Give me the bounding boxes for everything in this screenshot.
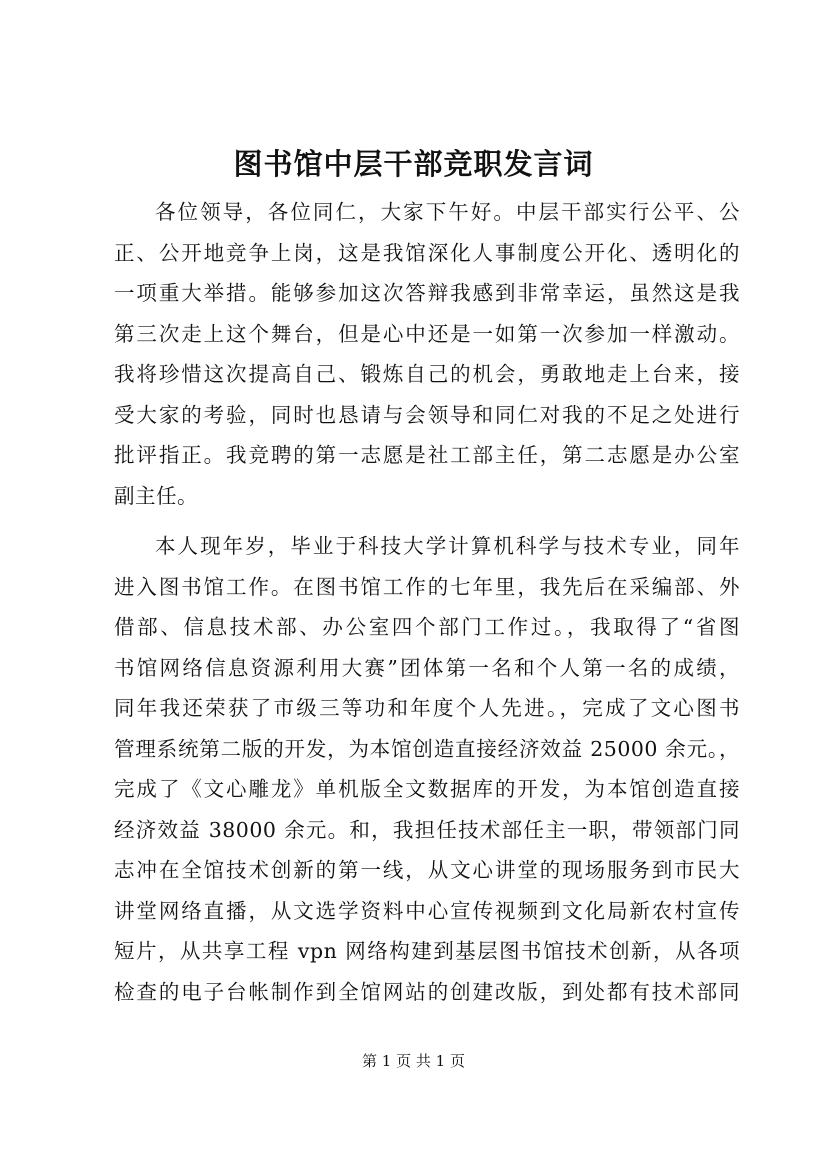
text-line: 经济效益 38000 余元。和，我担任技术部任主一职，带领部门同 (114, 817, 740, 842)
text-line: 第三次走上这个舞台，但是心中还是一如第一次参加一样激动。 (114, 321, 740, 346)
text-line: 完成了《文心雕龙》单机版全文数据库的开发，为本馆创造直接 (114, 777, 740, 801)
text-line: 同年我还荣获了市级三等功和年度个人先进。，完成了文心图书 (114, 696, 740, 720)
text-line: 我将珍惜这次提高自己、锻炼自己的机会，勇敢地走上台来，接 (114, 362, 740, 386)
text-line: 本人现年岁，毕业于科技大学计算机科学与技术专业，同年 (155, 534, 740, 558)
text-line: 副主任。 (114, 483, 198, 508)
text-line: 检查的电子台帐制作到全馆网站的创建改版，到处都有技术部同 (114, 979, 740, 1004)
text-line: 受大家的考验，同时也恳请与会领导和同仁对我的不足之处进行 (114, 402, 740, 427)
text-line: 管理系统第二版的开发，为本馆创造直接经济效益 25000 余元。， (114, 736, 740, 761)
document-title: 图书馆中层干部竞职发言词 (233, 147, 594, 181)
text-line: 书馆网络信息资源利用大赛”团体第一名和个人第一名的成绩， (114, 655, 740, 680)
paragraph-2 (114, 526, 740, 1012)
page-footer: 第 1 页 共 1 页 (362, 1052, 465, 1070)
text-line: 正、公开地竞争上岗，这是我馆深化人事制度公开化、透明化的 (114, 240, 740, 265)
text-line: 志冲在全馆技术创新的第一线，从文心讲堂的现场服务到市民大 (114, 858, 740, 882)
paragraph-gap (114, 516, 740, 526)
document-body (114, 192, 740, 1012)
text-line: 一项重大举措。能够参加这次答辩我感到非常幸运，虽然这是我 (114, 281, 740, 305)
text-line: 短片，从共享工程 vpn 网络构建到基层图书馆技术创新，从各项 (114, 939, 740, 963)
text-line: 批评指正。我竞聘的第一志愿是社工部主任，第二志愿是办公室 (114, 443, 740, 467)
paragraph-1 (114, 192, 740, 516)
text-line: 进入图书馆工作。在图书馆工作的七年里，我先后在采编部、外 (114, 574, 740, 599)
text-line: 各位领导，各位同仁，大家下午好。中层干部实行公平、公 (155, 200, 740, 224)
text-line: 讲堂网络直播，从文选学资料中心宣传视频到文化局新农村宣传 (114, 898, 740, 923)
text-line: 借部、信息技术部、办公室四个部门工作过。，我取得了“省图 (114, 615, 740, 639)
